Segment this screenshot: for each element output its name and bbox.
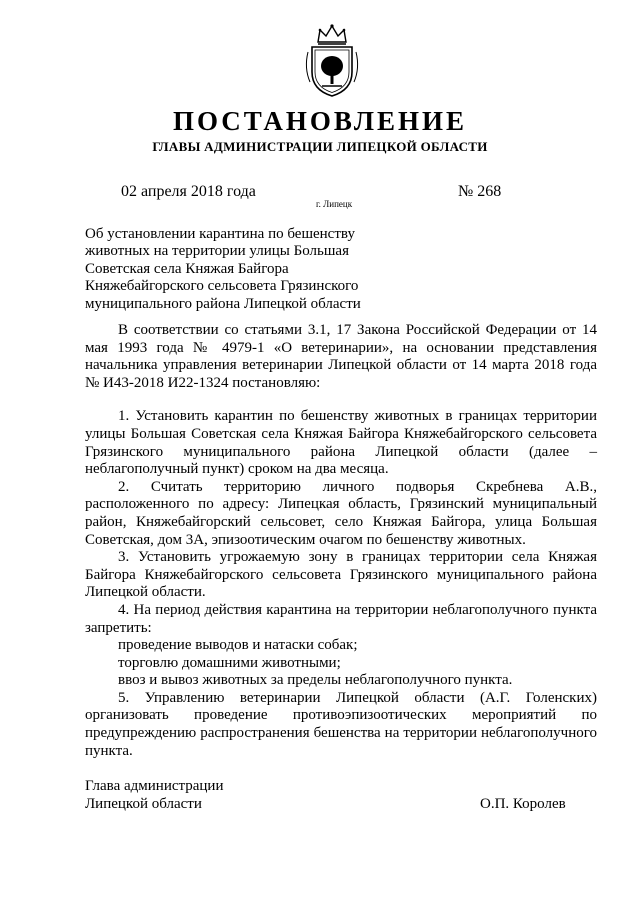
document-date: 02 апреля 2018 года (121, 183, 256, 200)
signature-position-line: Глава администрации (85, 778, 224, 794)
document-title: ПОСТАНОВЛЕНИЕ (172, 106, 468, 136)
signature-position (85, 778, 223, 813)
subject-line: животных на территории улицы Большая (85, 243, 349, 260)
document-subtitle: ГЛАВЫ АДМИНИСТРАЦИИ ЛИПЕЦКОЙ ОБЛАСТИ (152, 139, 488, 154)
subject-line: муниципального района Липецкой области (85, 295, 361, 312)
item-paragraph: 3. Установить угрожаемую зону в границах территории села Княжая Байгора Княжебайгорского сельсовета Грязинского муниципального района Липецкой области. (85, 549, 597, 601)
document-body (85, 322, 597, 760)
preamble-paragraph: В соответствии со статьями 3.1, 17 Закона Российской Федерации от 14 мая 1993 года № 4979-1 «О ветеринарии», на основании представления начальника управления ветеринарии Липецкой области от 14 марта 2018 года № И43-2018 И22-1324 постановляю: (85, 322, 597, 391)
signature-name: О.П. Королев (480, 796, 566, 812)
subject-line: Княжебайгорского сельсовета Грязинского (85, 278, 359, 295)
subject-line: Об установлении карантина по бешенству (85, 226, 355, 242)
item-paragraph: торговлю домашними животными; (118, 654, 341, 671)
item-paragraph: 4. На период действия карантина на территории неблагополучного пункта запретить: (85, 601, 597, 636)
subject-line: Советская села Княжая Байгора (85, 260, 289, 277)
item-paragraph: ввоз и вывоз животных за пределы неблагополучного пункта. (118, 672, 513, 689)
item-paragraph: 1. Установить карантин по бешенству животных в границах территории улицы Большая Советская села Княжая Байгора Княжебайгорского сельсовета Грязинского муниципального района Липецкой области (далее – неблагополучный пункт) сроком на два месяца. (85, 408, 597, 478)
coat-of-arms-emblem (300, 22, 364, 98)
item-paragraph: проведение выводов и натаски собак; (118, 637, 358, 654)
item-paragraph: 5. Управлению ветеринарии Липецкой области (А.Г. Голенских) организовать проведение противоэпизоотических мероприятий по предупреждению распространения бешенства на территории неблагополучного пункта. (85, 689, 597, 759)
document-number: № 268 (458, 183, 502, 200)
document-city: г. Липецк (316, 199, 353, 209)
signature-position-line: Липецкой области (85, 795, 202, 812)
document-subject (85, 226, 385, 313)
item-paragraph: 2. Считать территорию личного подворья Скребнева А.В., расположенного по адресу: Липецкая область, Грязинский муниципальный район, Княжебайгорский сельсовет, село Княжая Байгора, улица Большая Советская, дом 3А, эпизоотическим очагом по бешенству животных. (85, 478, 597, 548)
